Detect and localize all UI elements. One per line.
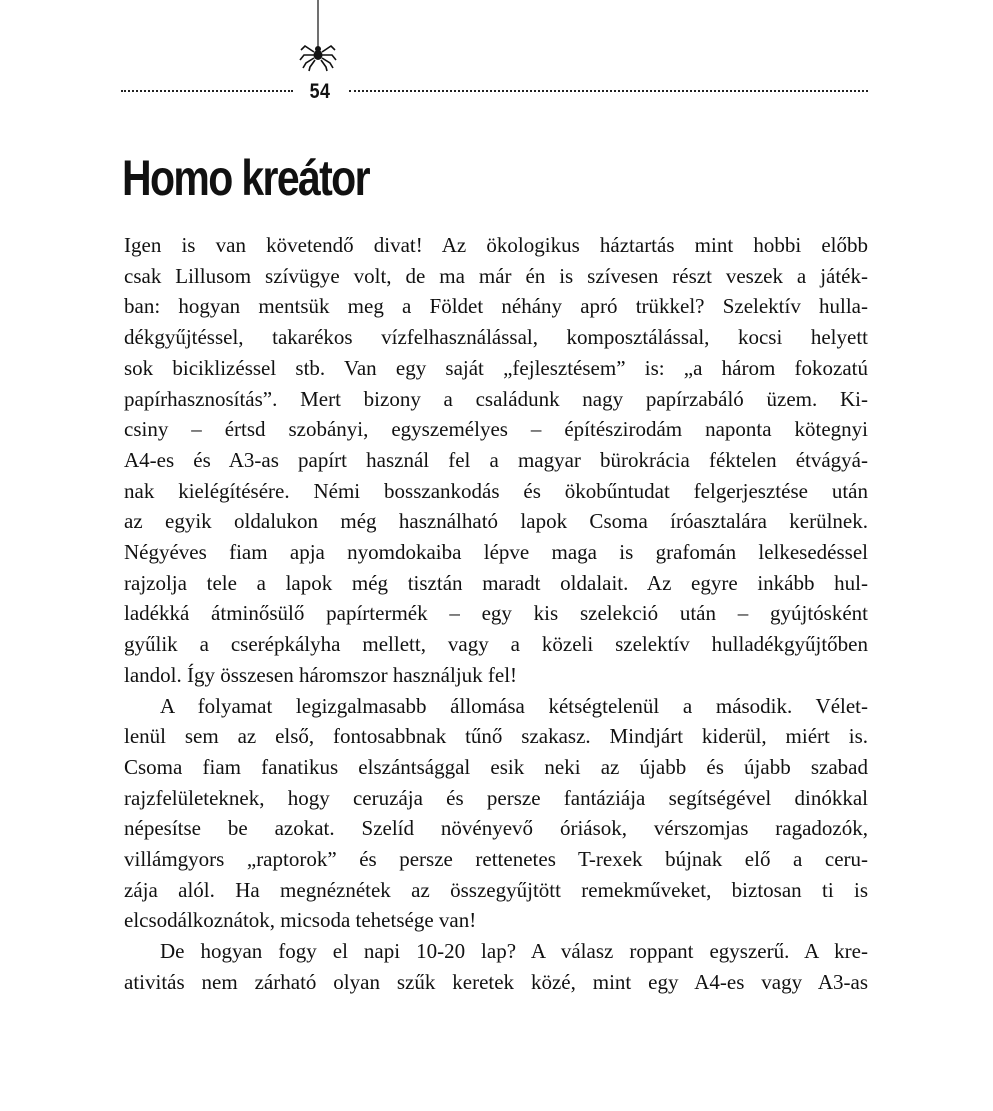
header-rule-right [349,90,868,92]
text-line: Négyéves fiam apja nyomdokaiba lépve maga is grafomán lelkesedéssel [124,540,868,565]
text-line: rajzfelületeknek, hogy ceruzája és persze fantáziája segítségével dinókkal [124,785,868,810]
text-line: A4-es és A3-as papírt használ fel a magyar bürokrácia féktelen étvágyá- [124,447,868,472]
text-line: rajzolja tele a lapok még tisztán maradt oldalait. Az egyre inkább hul- [124,570,868,595]
text-line: landol. Így összesen háromszor használjuk fel! [124,662,518,687]
text-line: papírhasznosítás”. Mert bizony a családunk nagy papírzabáló üzem. Ki- [124,386,868,411]
text-line: ban: hogyan mentsük meg a Földet néhány apró trükkel? Szelektív hulla- [124,294,868,319]
text-line: lenül sem az első, fontosabbnak tűnő szakasz. Mindjárt kiderül, miért is. [124,724,868,749]
text-line: az egyik oldalukon még használható lapok Csoma íróasztalára kerülnek. [124,509,868,534]
text-line: zája alól. Ha megnéznétek az összegyűjtött remekműveket, biztosan ti is [124,877,868,902]
text-line: csak Lillusom szívügye volt, de ma már én is szívesen részt veszek a játék- [124,263,868,288]
paragraph [124,691,868,937]
spider-icon [299,0,337,72]
paragraph [124,230,868,691]
text-line: A folyamat legizgalmasabb állomása kétségtelenül a második. Vélet- [160,693,868,718]
text-line: Csoma fiam fanatikus elszántsággal esik neki az újabb és újabb szabad [124,754,868,779]
paragraph [124,936,868,997]
text-line: ativitás nem zárható olyan szűk keretek közé, mint egy A4-es vagy A3-as [124,969,868,994]
header-rule-left [121,90,293,92]
text-line: villámgyors „raptorok” és persze rettenetes T-rexek bújnak elő a ceru- [124,847,868,872]
text-line: népesítse be azokat. Szelíd növényevő óriások, vérszomjas ragadozók, [124,816,868,841]
text-line: nak kielégítésére. Némi bosszankodás és ökobűntudat felgerjesztése után [124,478,868,503]
chapter-title: Homo kreátor [122,150,369,206]
body-text [124,230,868,998]
text-line: ladékká átminősülő papírtermék – egy kis szelekció után – gyújtósként [124,601,868,626]
text-line: sok biciklizéssel stb. Van egy saját „fejlesztésem” is: „a három fokozatú [124,355,868,380]
text-line: elcsodálkoznátok, micsoda tehetsége van! [124,908,477,933]
text-line: csiny – értsd szobányi, egyszemélyes – építészirodám naponta kötegnyi [124,417,868,442]
text-line: Igen is van követendő divat! Az ökologikus háztartás mint hobbi előbb [124,233,868,257]
text-line: De hogyan fogy el napi 10-20 lap? A válasz roppant egyszerű. A kre- [160,939,868,964]
text-line: gyűlik a cserépkályha mellett, vagy a közeli szelektív hulladékgyűjtőben [124,632,868,657]
text-line: dékgyűjtéssel, takarékos vízfelhasználással, komposztálással, kocsi helyett [124,325,868,350]
page-number: 54 [309,80,331,103]
